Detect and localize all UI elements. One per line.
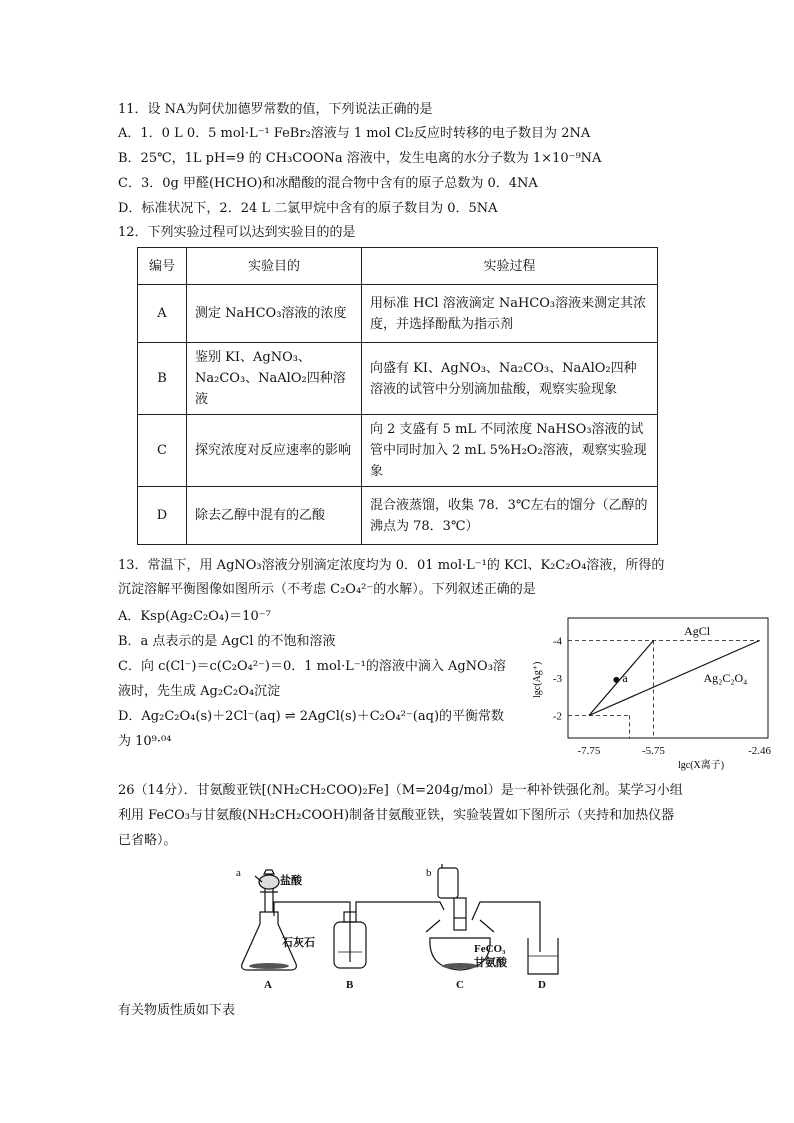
q13-stem-2: 沉淀溶解平衡图像如图所示（不考虑 C₂O₄²⁻的水解）。下列叙述正确的是 — [118, 582, 536, 597]
row-id: B — [138, 343, 187, 415]
point-a-label: a — [622, 670, 628, 685]
label-glycine: 甘氨酸 — [474, 957, 507, 969]
y-tick-label: -3 — [552, 673, 562, 685]
row-process: 向盛有 KI、AgNO₃、Na₂CO₃、NaAlO₂四种溶液的试管中分别滴加盐酸，观察实验现象 — [362, 343, 658, 415]
header-id: 编号 — [138, 248, 187, 285]
q13-option-b: B．a 点表示的是 AgCl 的不饱和溶液 — [118, 634, 336, 649]
apparatus-diagram — [230, 862, 560, 992]
q26-after-text: 有关物质性质如下表 — [118, 1003, 236, 1018]
q13-option-c-cont: 液时，先生成 Ag₂C₂O₄沉淀 — [118, 684, 281, 699]
row-process: 用标准 HCl 溶液滴定 NaHCO₃溶液来测定其浓度，并选择酚酞为指示剂 — [362, 285, 658, 343]
header-purpose: 实验目的 — [187, 248, 362, 285]
label-B: B — [346, 979, 354, 991]
header-process: 实验过程 — [362, 248, 658, 285]
x-tick-label: -5.75 — [642, 745, 665, 757]
experiment-table — [137, 247, 658, 545]
label-hcl: 盐酸 — [280, 875, 302, 887]
q11-stem: 11．设 NA为阿伏加德罗常数的值，下列说法正确的是 — [118, 102, 433, 117]
label-feco3: FeCO₃ — [474, 943, 506, 955]
bottle-b — [334, 902, 444, 968]
series-label-agcl: AgCl — [684, 623, 711, 638]
q13-stem-1: 13．常温下，用 AgNO₃溶液分别滴定浓度均为 0．01 mol·L⁻¹的 KCl、K₂C₂O₄溶液，所得的 — [118, 558, 665, 573]
row-process: 混合液蒸馏，收集 78．3℃左右的馏分（乙醇的沸点为 78．3℃） — [362, 487, 658, 545]
q11-option-c: C．3．0g 甲醛(HCHO)和冰醋酸的混合物中含有的原子总数为 0．4NA — [118, 176, 538, 191]
label-b: b — [426, 867, 432, 879]
label-A: A — [264, 979, 272, 991]
q11-option-d: D．标准状况下，2．24 L 二氯甲烷中含有的原子数目为 0．5NA — [118, 201, 498, 216]
point-a-marker — [613, 677, 619, 683]
beaker-d — [528, 938, 558, 974]
label-limestone: 石灰石 — [282, 937, 315, 949]
row-id: C — [138, 415, 187, 487]
row-purpose: 除去乙醇中混有的乙酸 — [187, 487, 362, 545]
x-axis-label: lgc(X离子) — [678, 760, 725, 771]
table-row — [138, 343, 658, 415]
q11-option-b: B．25℃，1L pH=9 的 CH₃COONa 溶液中，发生电离的水分子数为 1×10⁻⁹NA — [118, 151, 602, 166]
label-D: D — [538, 979, 546, 991]
table-row — [138, 415, 658, 487]
y-tick-label: -2 — [552, 710, 562, 723]
q13-option-a: A．Ksp(Ag₂C₂O₄)＝10⁻⁷ — [118, 609, 271, 624]
q13-option-d: D．Ag₂C₂O₄(s)＋2Cl⁻(aq) ⇌ 2AgCl(s)＋C₂O₄²⁻(aq)的平衡常数 — [118, 709, 505, 724]
label-C: C — [456, 979, 464, 991]
row-purpose: 测定 NaHCO₃溶液的浓度 — [187, 285, 362, 343]
y-axis-label: lgc(Ag⁺) — [532, 661, 543, 698]
row-process: 向 2 支盛有 5 mL 不同浓度 NaHSO₃溶液的试管中同时加入 2 mL 5%H₂O₂溶液，观察实验现象 — [362, 415, 658, 487]
row-purpose: 鉴别 KI、AgNO₃、Na₂CO₃、NaAlO₂四种溶液 — [187, 343, 362, 415]
table-row — [138, 487, 658, 545]
q12-stem: 12．下列实验过程可以达到实验目的的是 — [118, 225, 356, 240]
series-label-ag2c2o4: Ag₂C₂O₄ — [703, 670, 748, 685]
y-tick-label: -4 — [552, 635, 562, 648]
table-row — [138, 285, 658, 343]
q26-line-2: 利用 FeCO₃与甘氨酸(NH₂CH₂COOH)制备甘氨酸亚铁，实验装置如下图所示（夹持和加热仪器 — [118, 808, 675, 823]
q11-option-a: A．1．0 L 0．5 mol·L⁻¹ FeBr₂溶液与 1 mol Cl₂反应时转移的电子数目为 2NA — [118, 126, 591, 141]
solubility-chart — [530, 612, 780, 772]
row-id: A — [138, 285, 187, 343]
q26-line-1: 26（14分）．甘氨酸亚铁[(NH₂CH₂COO)₂Fe]（M=204g/mol）是一种补铁强化剂。某学习小组 — [118, 783, 683, 798]
series-line-agcl — [589, 641, 654, 716]
row-id: D — [138, 487, 187, 545]
table-header-row — [138, 248, 658, 285]
x-tick-label: -7.75 — [577, 745, 601, 757]
q13-option-c: C．向 c(Cl⁻)＝c(C₂O₄²⁻)＝0．1 mol·L⁻¹的溶液中滴入 AgNO₃溶 — [118, 659, 506, 674]
q26-line-3: 已省略）。 — [118, 833, 177, 848]
x-tick-label: -2.46 — [748, 745, 772, 757]
q13-option-d-cont: 为 10⁹·⁰⁴ — [118, 734, 172, 749]
row-purpose: 探究浓度对反应速率的影响 — [187, 415, 362, 487]
label-a: a — [236, 867, 241, 879]
